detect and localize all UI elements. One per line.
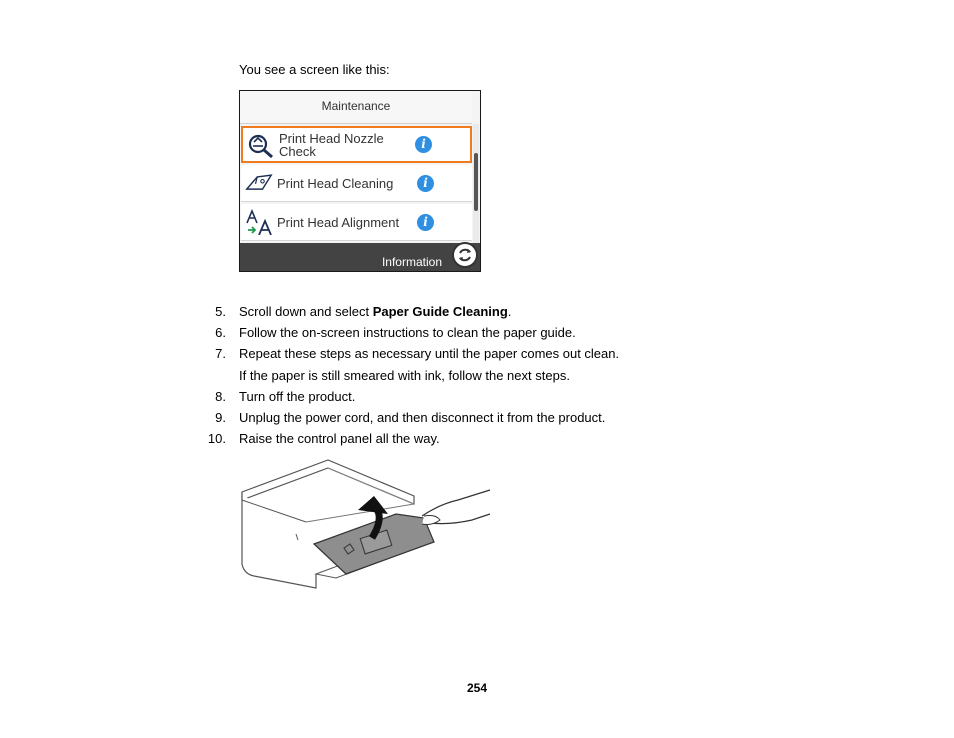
step-text xyxy=(239,304,511,319)
lcd-title: Maintenance xyxy=(240,91,472,124)
step-text: Follow the on-screen instructions to clean the paper guide. xyxy=(239,325,576,340)
step-text-part: Scroll down and select xyxy=(239,304,373,319)
step-text: Raise the control panel all the way. xyxy=(239,431,440,446)
step-text: Unplug the power cord, and then disconnect it from the product. xyxy=(239,410,606,425)
printer-raise-panel-illustration xyxy=(236,456,498,606)
step-number: 7. xyxy=(215,346,226,361)
magnifier-nozzle-icon xyxy=(247,133,275,159)
info-icon[interactable]: i xyxy=(417,214,434,231)
intro-text: You see a screen like this: xyxy=(239,62,390,77)
alignment-icon xyxy=(245,209,273,235)
step-number: 5. xyxy=(215,304,226,319)
step-number: 9. xyxy=(215,410,226,425)
info-icon[interactable]: i xyxy=(415,136,432,153)
cycle-icon[interactable] xyxy=(452,242,478,268)
lcd-item-label: Print Head Cleaning xyxy=(277,175,394,191)
lcd-item-nozzle-check[interactable] xyxy=(241,126,472,163)
step-text: Repeat these steps as necessary until the paper comes out clean. xyxy=(239,346,620,361)
step-number: 8. xyxy=(215,389,226,404)
info-icon[interactable]: i xyxy=(417,175,434,192)
step-bold-term: Paper Guide Cleaning xyxy=(372,304,508,319)
head-cleaning-icon xyxy=(245,170,273,196)
information-label[interactable]: Information xyxy=(381,255,442,269)
lcd-item-head-alignment[interactable] xyxy=(241,204,472,241)
step-number: 6. xyxy=(215,325,226,340)
step-number: 10. xyxy=(207,431,226,446)
page-number: 254 xyxy=(466,681,488,695)
lcd-item-label: Print Head Alignment xyxy=(277,214,400,230)
lcd-footer xyxy=(240,243,480,271)
lcd-item-head-cleaning[interactable] xyxy=(241,165,472,202)
step-text: Turn off the product. xyxy=(239,389,356,404)
lcd-item-label: Print Head Nozzle Check xyxy=(279,130,384,159)
step-text-part: . xyxy=(507,304,512,319)
scrollbar-thumb[interactable] xyxy=(474,153,478,211)
lcd-screen-screenshot xyxy=(239,90,481,272)
step-note: If the paper is still smeared with ink, follow the next steps. xyxy=(239,368,570,383)
